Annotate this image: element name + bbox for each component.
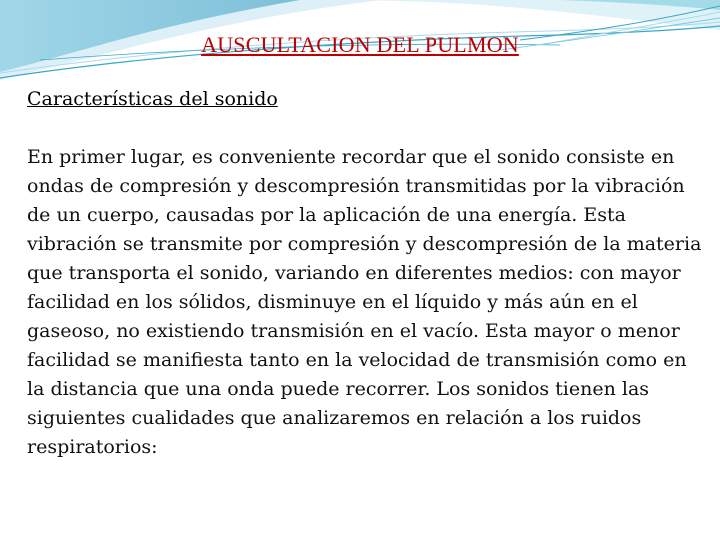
body-paragraph: En primer lugar, es conveniente recordar que el sonido consiste en ondas de compresión y descompresión transmitidas por la vibración de un cuerpo, causadas por la aplicación de una energía. Esta vibración se transmite por compresión y descompresión de la materia que transporta el sonido, variando en diferentes medios: con mayor facilidad en los sólidos, disminuye en el líquido y más aún en el gaseoso, no existiendo transmisión en el vacío. Esta mayor o menor facilidad se manifiesta tanto en la velocidad de transmisión como en la distancia que una onda puede recorrer. Los sonidos tienen las siguientes cualidades que analizaremos en relación a los ruidos respiratorios: [27, 146, 702, 458]
slide-title: AUSCULTACION DEL PULMON [201, 32, 519, 57]
section-subtitle: Características del sonido [27, 88, 278, 110]
